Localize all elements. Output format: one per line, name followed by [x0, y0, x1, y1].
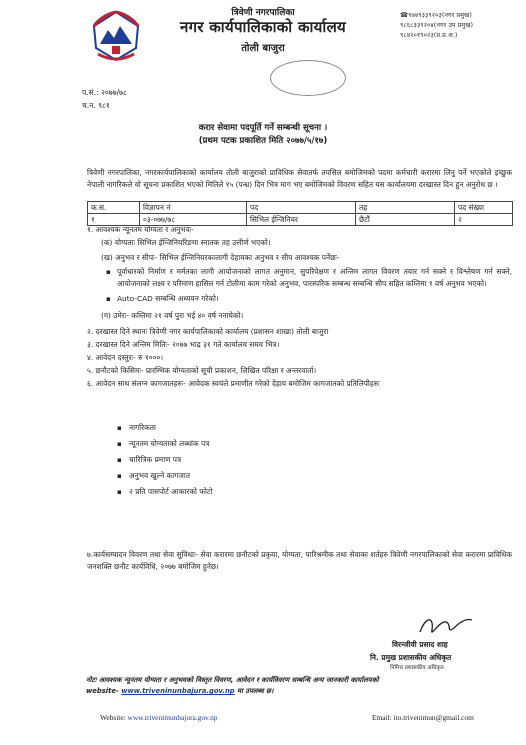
section-3: ३. दरखास्त दिने अन्तिम मितिः- २०७७ भाद्र ३१ गते कार्यालय समय भित्र। — [87, 340, 280, 349]
signatory-title: नि. प्रमुख प्रशासकीय अधिकृत — [370, 653, 452, 662]
section-1a: (क) योग्यताः सिभिल ईन्जिनियरिङमा स्नातक तह उत्तीर्ण भएको। — [101, 238, 271, 247]
table-header-cell: पद संख्या — [455, 202, 513, 214]
vacancy-table — [87, 201, 513, 226]
contact-numbers — [400, 10, 524, 40]
section-7: ७.कार्यसम्पादन विवरण तथा सेवा सुविधाः- सेवा करारमा छनौटको प्रकृया, योग्यता, पारिश्रमीक तथा सेवाका शर्तहरु त्रिवेणी नगरपालिकाको सेवा करारमा प्राविधिक जनशक्ति छनौट कार्यविधि, २०७७ बमोजिम हुनेछ। — [87, 550, 512, 571]
list-item: ▪ नागरिकता — [87, 420, 512, 436]
table-cell: सिभिल ईन्जिनियर — [247, 214, 356, 226]
section-4: ४. आवेदन दस्तुरः- रु १०००। — [87, 353, 164, 362]
contact-line: ९८६८३३९२०४(नगर उप प्रमुख) — [400, 21, 474, 29]
table-header-cell: क.स. — [88, 202, 140, 214]
footer-email[interactable]: Email: ito.trivenimun@gmail.com — [372, 713, 474, 722]
list-item: ▪ चारित्रिक प्रमाण पत्र — [87, 452, 512, 468]
footnote — [86, 675, 514, 697]
table-header-row — [88, 202, 513, 214]
contact-line: ९८४२०१९०२३(प्र.प्र.अ.) — [400, 31, 458, 39]
municipality-name: त्रिवेणी नगरपालिका — [231, 8, 295, 18]
list-item: ▪ पूर्वाधारको निर्माण र मर्मतका लागी आयोजनाको लागत अनुमान, सुपरिवेक्षण र अन्तिम लागत विवरण तयार गर्न सक्ने र विश्लेषण गर्न सक्ने, आयोजनाको लक्ष्य र परिमाण हासिल गर्न टोलीमा काम गरेको अनुभव, पारस्परिक सम्बन्ध सम्बन्धि सीप सहित कम्तिमा १ वर्ष अनुभव भएको। — [87, 266, 512, 290]
office-title: नगर कार्यपालिकाको कार्यालय — [179, 18, 347, 36]
handwritten-signature — [416, 612, 476, 638]
footnote-text: नोटः आवश्यक न्यूनतम योग्यता र अनुभवको विस्तृत विवरण, आवेदन र कार्यविवरण सम्बन्धि अन्य जानकारी कार्यालयको — [86, 676, 379, 684]
intro-paragraph: त्रिवेणी नगरपालिका, नगरकार्यपालिकाको कार्यालय तोली बाजुराको प्राविधिक सेवातर्फ तपसिल बमोजिमको पदमा कर्मचारी करारमा लिनु पर्ने भएकोले इच्छुक नेपाली नागरिकले यो सूचना प्रकाशित भएको मितिले १५ (पन्ध्र) दिन भित्र माग भए बमोजिमको विवरण सहित यस कार्यालयमा दरखास्त दिन हुन अनुरोध छ । — [87, 168, 512, 189]
footnote-website-link[interactable]: www.triveninunbajura.gov.np — [121, 687, 235, 695]
footer-website — [100, 713, 218, 722]
contact-line: ☎९७४९३३९२०३(नगर प्रमुख) — [400, 11, 472, 19]
section-1: १. आवश्यक न्यूनतम योग्यता र अनुभवः- — [87, 225, 194, 234]
office-stamp — [270, 60, 346, 96]
table-header-cell: तह — [356, 202, 455, 214]
table-cell: २ — [455, 214, 513, 226]
chalani-number: च.न. ९८१ — [82, 101, 110, 110]
list-item: ▪ Auto-CAD सम्बन्धि अध्ययन गरेको। — [87, 293, 512, 305]
reference-numbers — [82, 86, 127, 112]
requirements-section — [87, 224, 512, 390]
footnote-text-end: मा उपलब्ध छ। — [234, 687, 274, 695]
website-label: Website: — [100, 713, 128, 722]
signatory-name: विरन्जीवी प्रसाद शाह — [392, 640, 448, 649]
website-link[interactable]: www.trivenimunbajura.gov.np — [127, 713, 218, 722]
table-cell: ०३-०७७/७८ — [140, 214, 247, 226]
documents-list — [87, 420, 512, 500]
notice-title: करार सेवामा पदपूर्ति गर्ने सम्बन्धी सूचना । — [198, 123, 328, 133]
signatory-title-secondary: निमित्त प्रशासकीय अधिकृत — [390, 665, 444, 671]
notice-heading — [0, 122, 526, 148]
table-cell: छैटौं — [356, 214, 455, 226]
table-header-cell: विज्ञापन नं — [140, 202, 247, 214]
list-item: ▪ २ प्रति पासपोर्ट आकारको फोटो — [87, 484, 512, 500]
list-item: ▪ न्यूनतम योग्यताको लब्धांक पत्र — [87, 436, 512, 452]
section-5: ५. छनौटको किसिमः- प्रारम्भिक योग्यताको सूची प्रकाशन, लिखित परिक्षा र अन्तरवार्ता। — [87, 366, 317, 375]
section-6: ६. आवेदन साथ संलग्न कागजातहरुः- आवेदक स्वयंले प्रमाणीत गरेको देहाय बमोजिम कागजातको प्रतिलिपीहरुः — [87, 379, 380, 388]
list-item: ▪ अनुभव खुल्ने कागजात — [87, 468, 512, 484]
table-header-cell: पद — [247, 202, 356, 214]
office-location: तोली बाजुरा — [241, 43, 285, 54]
patra-number: प.सं.: २०७७/७८ — [82, 88, 127, 97]
section-2: २. दरखास्त दिने स्थानः त्रिवेणी नगर कार्यपालिकाको कार्यालय (प्रशासन शाखा) तोली बाजुरा — [87, 327, 329, 336]
section-1b: (ख) अनुभव र सीपः- सिभिल ईन्जिनियरकालागी देहायका अनुभव र सीप आवश्यक पर्नेछः- — [101, 253, 340, 262]
footnote-label: website- — [86, 687, 119, 695]
section-1c: (ग) उमेरः- कम्तिमा २१ वर्ष पुरा भई ४० वर्ष ननाघेको। — [101, 311, 244, 320]
table-cell: १ — [88, 214, 140, 226]
notice-subtitle: (प्रथम पटक प्रकाशित मिति २०७७/५/१७) — [198, 136, 328, 146]
